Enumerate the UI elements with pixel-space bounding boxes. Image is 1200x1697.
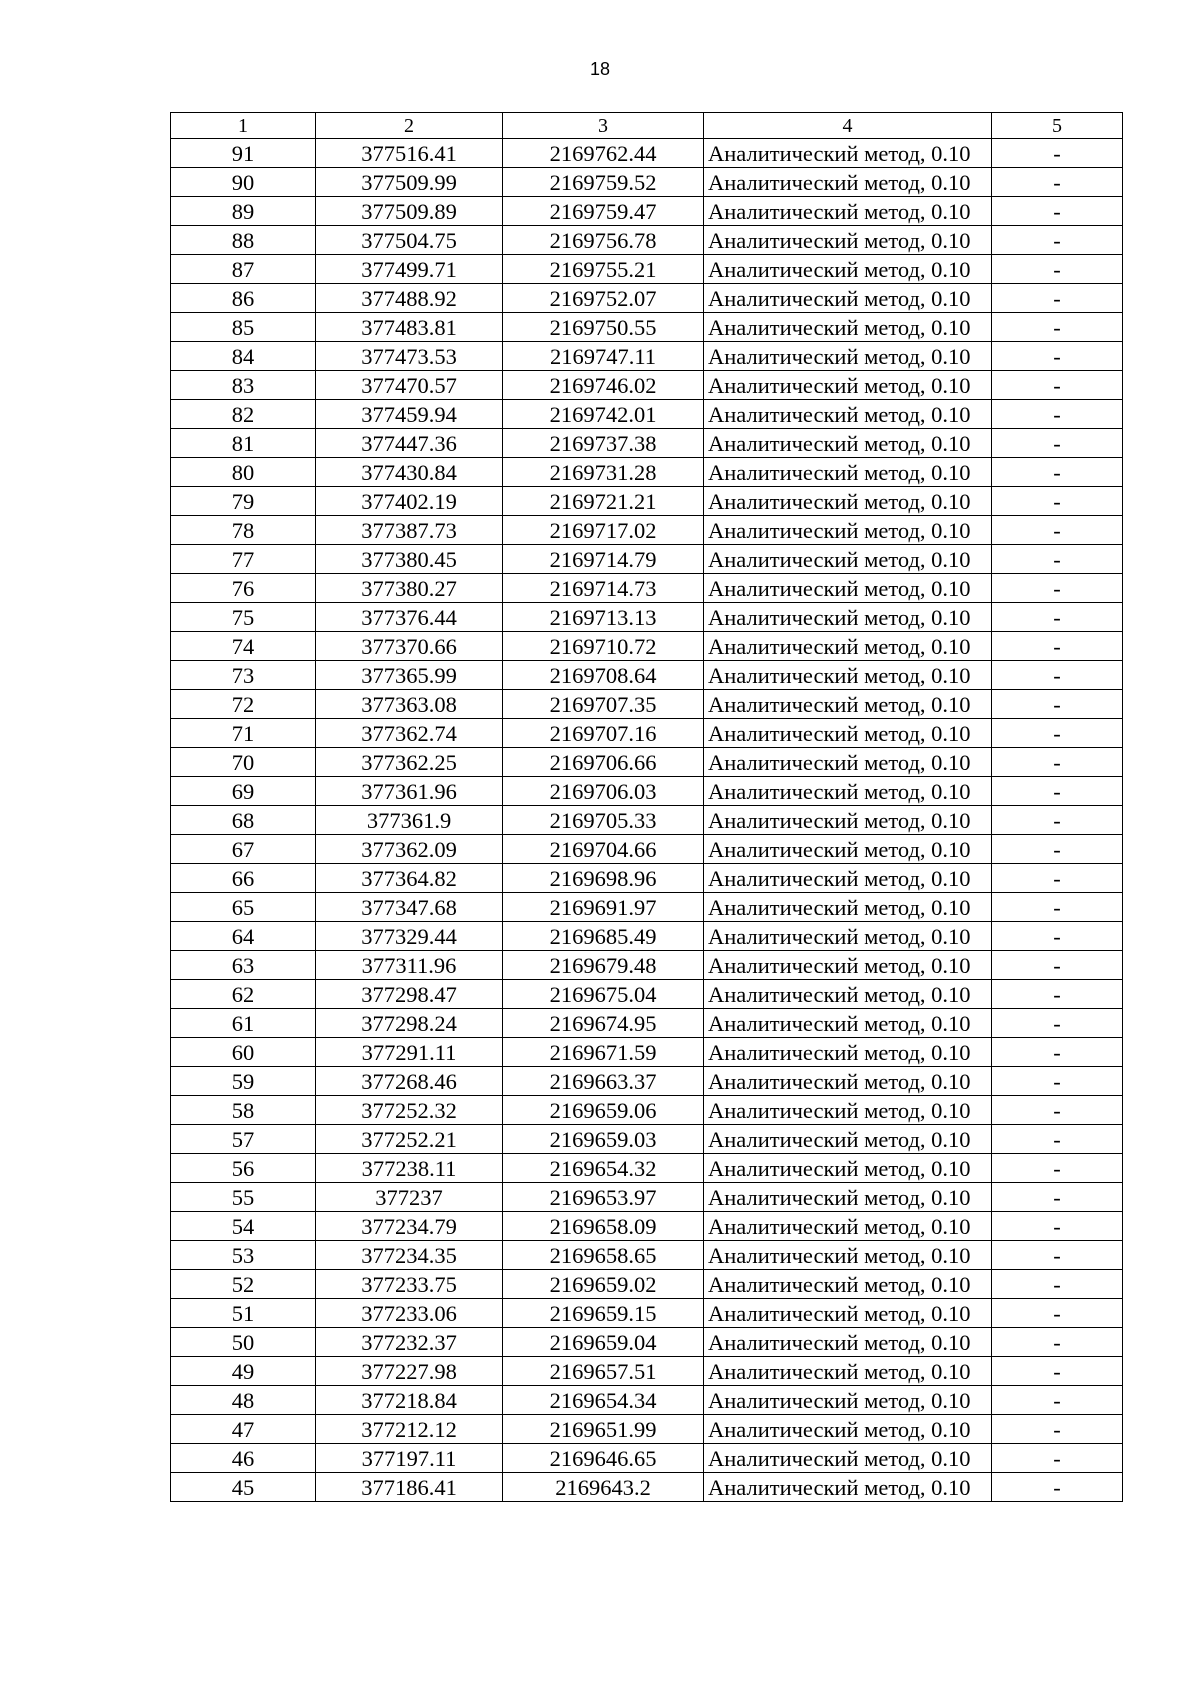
note-cell: -: [992, 1415, 1123, 1444]
note-cell: -: [992, 835, 1123, 864]
table-row: [171, 371, 1123, 400]
point-number-cell: 52: [171, 1270, 316, 1299]
y-coordinate-cell: 2169706.66: [503, 748, 704, 777]
y-coordinate-cell: 2169755.21: [503, 255, 704, 284]
y-coordinate-cell: 2169659.02: [503, 1270, 704, 1299]
x-coordinate-cell: 377362.74: [316, 719, 503, 748]
table-row: [171, 429, 1123, 458]
table-row: [171, 690, 1123, 719]
x-coordinate-cell: 377197.11: [316, 1444, 503, 1473]
method-cell: Аналитический метод, 0.10: [704, 342, 992, 371]
x-coordinate-cell: 377361.9: [316, 806, 503, 835]
table-row: [171, 545, 1123, 574]
note-cell: -: [992, 1357, 1123, 1386]
point-number-cell: 48: [171, 1386, 316, 1415]
point-number-cell: 79: [171, 487, 316, 516]
table-header-row: [171, 113, 1123, 139]
y-coordinate-cell: 2169707.35: [503, 690, 704, 719]
column-header-3: 3: [503, 113, 704, 139]
point-number-cell: 70: [171, 748, 316, 777]
table-row: [171, 980, 1123, 1009]
y-coordinate-cell: 2169646.65: [503, 1444, 704, 1473]
column-header-2: 2: [316, 113, 503, 139]
y-coordinate-cell: 2169747.11: [503, 342, 704, 371]
method-cell: Аналитический метод, 0.10: [704, 313, 992, 342]
y-coordinate-cell: 2169721.21: [503, 487, 704, 516]
point-number-cell: 72: [171, 690, 316, 719]
note-cell: -: [992, 1241, 1123, 1270]
point-number-cell: 62: [171, 980, 316, 1009]
method-cell: Аналитический метод, 0.10: [704, 1154, 992, 1183]
method-cell: Аналитический метод, 0.10: [704, 748, 992, 777]
note-cell: -: [992, 980, 1123, 1009]
method-cell: Аналитический метод, 0.10: [704, 661, 992, 690]
y-coordinate-cell: 2169654.34: [503, 1386, 704, 1415]
y-coordinate-cell: 2169759.47: [503, 197, 704, 226]
point-number-cell: 81: [171, 429, 316, 458]
x-coordinate-cell: 377365.99: [316, 661, 503, 690]
method-cell: Аналитический метод, 0.10: [704, 835, 992, 864]
x-coordinate-cell: 377509.99: [316, 168, 503, 197]
x-coordinate-cell: 377483.81: [316, 313, 503, 342]
y-coordinate-cell: 2169654.32: [503, 1154, 704, 1183]
x-coordinate-cell: 377459.94: [316, 400, 503, 429]
table-row: [171, 1125, 1123, 1154]
note-cell: -: [992, 429, 1123, 458]
x-coordinate-cell: 377509.89: [316, 197, 503, 226]
point-number-cell: 68: [171, 806, 316, 835]
method-cell: Аналитический метод, 0.10: [704, 1444, 992, 1473]
point-number-cell: 49: [171, 1357, 316, 1386]
method-cell: Аналитический метод, 0.10: [704, 574, 992, 603]
note-cell: -: [992, 1299, 1123, 1328]
x-coordinate-cell: 377252.32: [316, 1096, 503, 1125]
column-header-1: 1: [171, 113, 316, 139]
x-coordinate-cell: 377364.82: [316, 864, 503, 893]
method-cell: Аналитический метод, 0.10: [704, 1328, 992, 1357]
method-cell: Аналитический метод, 0.10: [704, 371, 992, 400]
x-coordinate-cell: 377370.66: [316, 632, 503, 661]
x-coordinate-cell: 377234.35: [316, 1241, 503, 1270]
y-coordinate-cell: 2169707.16: [503, 719, 704, 748]
table-row: [171, 1299, 1123, 1328]
table-row: [171, 1444, 1123, 1473]
point-number-cell: 75: [171, 603, 316, 632]
column-header-5: 5: [992, 113, 1123, 139]
point-number-cell: 57: [171, 1125, 316, 1154]
column-header-4: 4: [704, 113, 992, 139]
note-cell: -: [992, 748, 1123, 777]
point-number-cell: 53: [171, 1241, 316, 1270]
point-number-cell: 61: [171, 1009, 316, 1038]
note-cell: -: [992, 777, 1123, 806]
note-cell: -: [992, 284, 1123, 313]
table-row: [171, 922, 1123, 951]
point-number-cell: 71: [171, 719, 316, 748]
method-cell: Аналитический метод, 0.10: [704, 1415, 992, 1444]
note-cell: -: [992, 255, 1123, 284]
x-coordinate-cell: 377380.45: [316, 545, 503, 574]
method-cell: Аналитический метод, 0.10: [704, 777, 992, 806]
method-cell: Аналитический метод, 0.10: [704, 139, 992, 168]
x-coordinate-cell: 377252.21: [316, 1125, 503, 1154]
table-row: [171, 1183, 1123, 1212]
point-number-cell: 64: [171, 922, 316, 951]
y-coordinate-cell: 2169685.49: [503, 922, 704, 951]
point-number-cell: 66: [171, 864, 316, 893]
x-coordinate-cell: 377380.27: [316, 574, 503, 603]
method-cell: Аналитический метод, 0.10: [704, 255, 992, 284]
point-number-cell: 56: [171, 1154, 316, 1183]
point-number-cell: 59: [171, 1067, 316, 1096]
y-coordinate-cell: 2169759.52: [503, 168, 704, 197]
table-row: [171, 400, 1123, 429]
method-cell: Аналитический метод, 0.10: [704, 1009, 992, 1038]
note-cell: -: [992, 1125, 1123, 1154]
note-cell: -: [992, 545, 1123, 574]
note-cell: -: [992, 168, 1123, 197]
x-coordinate-cell: 377234.79: [316, 1212, 503, 1241]
method-cell: Аналитический метод, 0.10: [704, 980, 992, 1009]
table-row: [171, 1096, 1123, 1125]
method-cell: Аналитический метод, 0.10: [704, 1357, 992, 1386]
note-cell: -: [992, 1154, 1123, 1183]
table-row: [171, 835, 1123, 864]
y-coordinate-cell: 2169674.95: [503, 1009, 704, 1038]
y-coordinate-cell: 2169710.72: [503, 632, 704, 661]
y-coordinate-cell: 2169714.73: [503, 574, 704, 603]
x-coordinate-cell: 377387.73: [316, 516, 503, 545]
point-number-cell: 89: [171, 197, 316, 226]
point-number-cell: 46: [171, 1444, 316, 1473]
y-coordinate-cell: 2169717.02: [503, 516, 704, 545]
note-cell: -: [992, 139, 1123, 168]
x-coordinate-cell: 377298.47: [316, 980, 503, 1009]
y-coordinate-cell: 2169746.02: [503, 371, 704, 400]
point-number-cell: 45: [171, 1473, 316, 1502]
x-coordinate-cell: 377363.08: [316, 690, 503, 719]
table-row: [171, 1009, 1123, 1038]
table-row: [171, 226, 1123, 255]
note-cell: -: [992, 1328, 1123, 1357]
method-cell: Аналитический метод, 0.10: [704, 284, 992, 313]
note-cell: -: [992, 690, 1123, 719]
method-cell: Аналитический метод, 0.10: [704, 226, 992, 255]
point-number-cell: 76: [171, 574, 316, 603]
method-cell: Аналитический метод, 0.10: [704, 719, 992, 748]
note-cell: -: [992, 951, 1123, 980]
y-coordinate-cell: 2169658.09: [503, 1212, 704, 1241]
point-number-cell: 67: [171, 835, 316, 864]
note-cell: -: [992, 719, 1123, 748]
table-row: [171, 1038, 1123, 1067]
table-row: [171, 777, 1123, 806]
point-number-cell: 63: [171, 951, 316, 980]
table-row: [171, 313, 1123, 342]
method-cell: Аналитический метод, 0.10: [704, 429, 992, 458]
x-coordinate-cell: 377470.57: [316, 371, 503, 400]
table-row: [171, 951, 1123, 980]
method-cell: Аналитический метод, 0.10: [704, 632, 992, 661]
y-coordinate-cell: 2169737.38: [503, 429, 704, 458]
table-row: [171, 1067, 1123, 1096]
note-cell: -: [992, 603, 1123, 632]
point-number-cell: 80: [171, 458, 316, 487]
method-cell: Аналитический метод, 0.10: [704, 1241, 992, 1270]
method-cell: Аналитический метод, 0.10: [704, 197, 992, 226]
point-number-cell: 50: [171, 1328, 316, 1357]
method-cell: Аналитический метод, 0.10: [704, 1067, 992, 1096]
x-coordinate-cell: 377238.11: [316, 1154, 503, 1183]
y-coordinate-cell: 2169659.15: [503, 1299, 704, 1328]
note-cell: -: [992, 574, 1123, 603]
table-row: [171, 603, 1123, 632]
x-coordinate-cell: 377268.46: [316, 1067, 503, 1096]
y-coordinate-cell: 2169643.2: [503, 1473, 704, 1502]
y-coordinate-cell: 2169742.01: [503, 400, 704, 429]
note-cell: -: [992, 632, 1123, 661]
y-coordinate-cell: 2169663.37: [503, 1067, 704, 1096]
method-cell: Аналитический метод, 0.10: [704, 545, 992, 574]
point-number-cell: 69: [171, 777, 316, 806]
table-row: [171, 458, 1123, 487]
x-coordinate-cell: 377218.84: [316, 1386, 503, 1415]
y-coordinate-cell: 2169675.04: [503, 980, 704, 1009]
point-number-cell: 74: [171, 632, 316, 661]
point-number-cell: 58: [171, 1096, 316, 1125]
point-number-cell: 65: [171, 893, 316, 922]
note-cell: -: [992, 371, 1123, 400]
note-cell: -: [992, 922, 1123, 951]
y-coordinate-cell: 2169731.28: [503, 458, 704, 487]
y-coordinate-cell: 2169659.03: [503, 1125, 704, 1154]
y-coordinate-cell: 2169762.44: [503, 139, 704, 168]
table-row: [171, 893, 1123, 922]
table-row: [171, 661, 1123, 690]
point-number-cell: 83: [171, 371, 316, 400]
x-coordinate-cell: 377430.84: [316, 458, 503, 487]
y-coordinate-cell: 2169651.99: [503, 1415, 704, 1444]
x-coordinate-cell: 377311.96: [316, 951, 503, 980]
table-row: [171, 1415, 1123, 1444]
method-cell: Аналитический метод, 0.10: [704, 1270, 992, 1299]
y-coordinate-cell: 2169691.97: [503, 893, 704, 922]
table-row: [171, 1473, 1123, 1502]
y-coordinate-cell: 2169705.33: [503, 806, 704, 835]
table-row: [171, 719, 1123, 748]
y-coordinate-cell: 2169714.79: [503, 545, 704, 574]
x-coordinate-cell: 377347.68: [316, 893, 503, 922]
method-cell: Аналитический метод, 0.10: [704, 1096, 992, 1125]
x-coordinate-cell: 377488.92: [316, 284, 503, 313]
table-row: [171, 284, 1123, 313]
method-cell: Аналитический метод, 0.10: [704, 400, 992, 429]
table-row: [171, 1386, 1123, 1415]
coordinates-table: [170, 112, 1123, 1502]
method-cell: Аналитический метод, 0.10: [704, 1386, 992, 1415]
method-cell: Аналитический метод, 0.10: [704, 168, 992, 197]
method-cell: Аналитический метод, 0.10: [704, 1212, 992, 1241]
point-number-cell: 86: [171, 284, 316, 313]
x-coordinate-cell: 377516.41: [316, 139, 503, 168]
table-row: [171, 1270, 1123, 1299]
point-number-cell: 78: [171, 516, 316, 545]
note-cell: -: [992, 864, 1123, 893]
note-cell: -: [992, 516, 1123, 545]
table-row: [171, 255, 1123, 284]
point-number-cell: 51: [171, 1299, 316, 1328]
table-row: [171, 864, 1123, 893]
x-coordinate-cell: 377499.71: [316, 255, 503, 284]
note-cell: -: [992, 806, 1123, 835]
y-coordinate-cell: 2169671.59: [503, 1038, 704, 1067]
method-cell: Аналитический метод, 0.10: [704, 1125, 992, 1154]
point-number-cell: 82: [171, 400, 316, 429]
note-cell: -: [992, 197, 1123, 226]
x-coordinate-cell: 377233.75: [316, 1270, 503, 1299]
x-coordinate-cell: 377362.09: [316, 835, 503, 864]
method-cell: Аналитический метод, 0.10: [704, 893, 992, 922]
note-cell: -: [992, 893, 1123, 922]
note-cell: -: [992, 1067, 1123, 1096]
y-coordinate-cell: 2169658.65: [503, 1241, 704, 1270]
note-cell: -: [992, 1212, 1123, 1241]
x-coordinate-cell: 377329.44: [316, 922, 503, 951]
point-number-cell: 73: [171, 661, 316, 690]
table-row: [171, 342, 1123, 371]
y-coordinate-cell: 2169752.07: [503, 284, 704, 313]
point-number-cell: 87: [171, 255, 316, 284]
y-coordinate-cell: 2169704.66: [503, 835, 704, 864]
method-cell: Аналитический метод, 0.10: [704, 951, 992, 980]
y-coordinate-cell: 2169698.96: [503, 864, 704, 893]
table-row: [171, 487, 1123, 516]
method-cell: Аналитический метод, 0.10: [704, 1183, 992, 1212]
x-coordinate-cell: 377362.25: [316, 748, 503, 777]
table-row: [171, 1212, 1123, 1241]
method-cell: Аналитический метод, 0.10: [704, 603, 992, 632]
y-coordinate-cell: 2169659.04: [503, 1328, 704, 1357]
method-cell: Аналитический метод, 0.10: [704, 806, 992, 835]
x-coordinate-cell: 377233.06: [316, 1299, 503, 1328]
method-cell: Аналитический метод, 0.10: [704, 458, 992, 487]
table-row: [171, 197, 1123, 226]
table-row: [171, 139, 1123, 168]
point-number-cell: 91: [171, 139, 316, 168]
y-coordinate-cell: 2169659.06: [503, 1096, 704, 1125]
table-row: [171, 168, 1123, 197]
table-row: [171, 806, 1123, 835]
note-cell: -: [992, 1386, 1123, 1415]
y-coordinate-cell: 2169756.78: [503, 226, 704, 255]
x-coordinate-cell: 377227.98: [316, 1357, 503, 1386]
note-cell: -: [992, 661, 1123, 690]
note-cell: -: [992, 1038, 1123, 1067]
note-cell: -: [992, 1473, 1123, 1502]
table-row: [171, 632, 1123, 661]
table-row: [171, 1154, 1123, 1183]
x-coordinate-cell: 377291.11: [316, 1038, 503, 1067]
point-number-cell: 85: [171, 313, 316, 342]
method-cell: Аналитический метод, 0.10: [704, 864, 992, 893]
note-cell: -: [992, 1096, 1123, 1125]
y-coordinate-cell: 2169679.48: [503, 951, 704, 980]
y-coordinate-cell: 2169713.13: [503, 603, 704, 632]
note-cell: -: [992, 1444, 1123, 1473]
x-coordinate-cell: 377447.36: [316, 429, 503, 458]
method-cell: Аналитический метод, 0.10: [704, 1038, 992, 1067]
point-number-cell: 77: [171, 545, 316, 574]
note-cell: -: [992, 1009, 1123, 1038]
point-number-cell: 90: [171, 168, 316, 197]
point-number-cell: 55: [171, 1183, 316, 1212]
point-number-cell: 54: [171, 1212, 316, 1241]
note-cell: -: [992, 400, 1123, 429]
x-coordinate-cell: 377402.19: [316, 487, 503, 516]
x-coordinate-cell: 377186.41: [316, 1473, 503, 1502]
table-row: [171, 1241, 1123, 1270]
method-cell: Аналитический метод, 0.10: [704, 487, 992, 516]
note-cell: -: [992, 342, 1123, 371]
table-row: [171, 574, 1123, 603]
table-row: [171, 516, 1123, 545]
y-coordinate-cell: 2169750.55: [503, 313, 704, 342]
note-cell: -: [992, 1183, 1123, 1212]
note-cell: -: [992, 226, 1123, 255]
x-coordinate-cell: 377473.53: [316, 342, 503, 371]
x-coordinate-cell: 377237: [316, 1183, 503, 1212]
note-cell: -: [992, 487, 1123, 516]
y-coordinate-cell: 2169657.51: [503, 1357, 704, 1386]
method-cell: Аналитический метод, 0.10: [704, 516, 992, 545]
x-coordinate-cell: 377361.96: [316, 777, 503, 806]
x-coordinate-cell: 377298.24: [316, 1009, 503, 1038]
method-cell: Аналитический метод, 0.10: [704, 922, 992, 951]
point-number-cell: 60: [171, 1038, 316, 1067]
point-number-cell: 88: [171, 226, 316, 255]
point-number-cell: 84: [171, 342, 316, 371]
table-row: [171, 1328, 1123, 1357]
table-row: [171, 748, 1123, 777]
y-coordinate-cell: 2169708.64: [503, 661, 704, 690]
note-cell: -: [992, 1270, 1123, 1299]
method-cell: Аналитический метод, 0.10: [704, 1473, 992, 1502]
y-coordinate-cell: 2169706.03: [503, 777, 704, 806]
method-cell: Аналитический метод, 0.10: [704, 690, 992, 719]
page-number: 18: [589, 59, 611, 79]
table-body: [171, 139, 1123, 1502]
table-row: [171, 1357, 1123, 1386]
point-number-cell: 47: [171, 1415, 316, 1444]
x-coordinate-cell: 377504.75: [316, 226, 503, 255]
note-cell: -: [992, 313, 1123, 342]
x-coordinate-cell: 377232.37: [316, 1328, 503, 1357]
x-coordinate-cell: 377376.44: [316, 603, 503, 632]
note-cell: -: [992, 458, 1123, 487]
y-coordinate-cell: 2169653.97: [503, 1183, 704, 1212]
x-coordinate-cell: 377212.12: [316, 1415, 503, 1444]
method-cell: Аналитический метод, 0.10: [704, 1299, 992, 1328]
